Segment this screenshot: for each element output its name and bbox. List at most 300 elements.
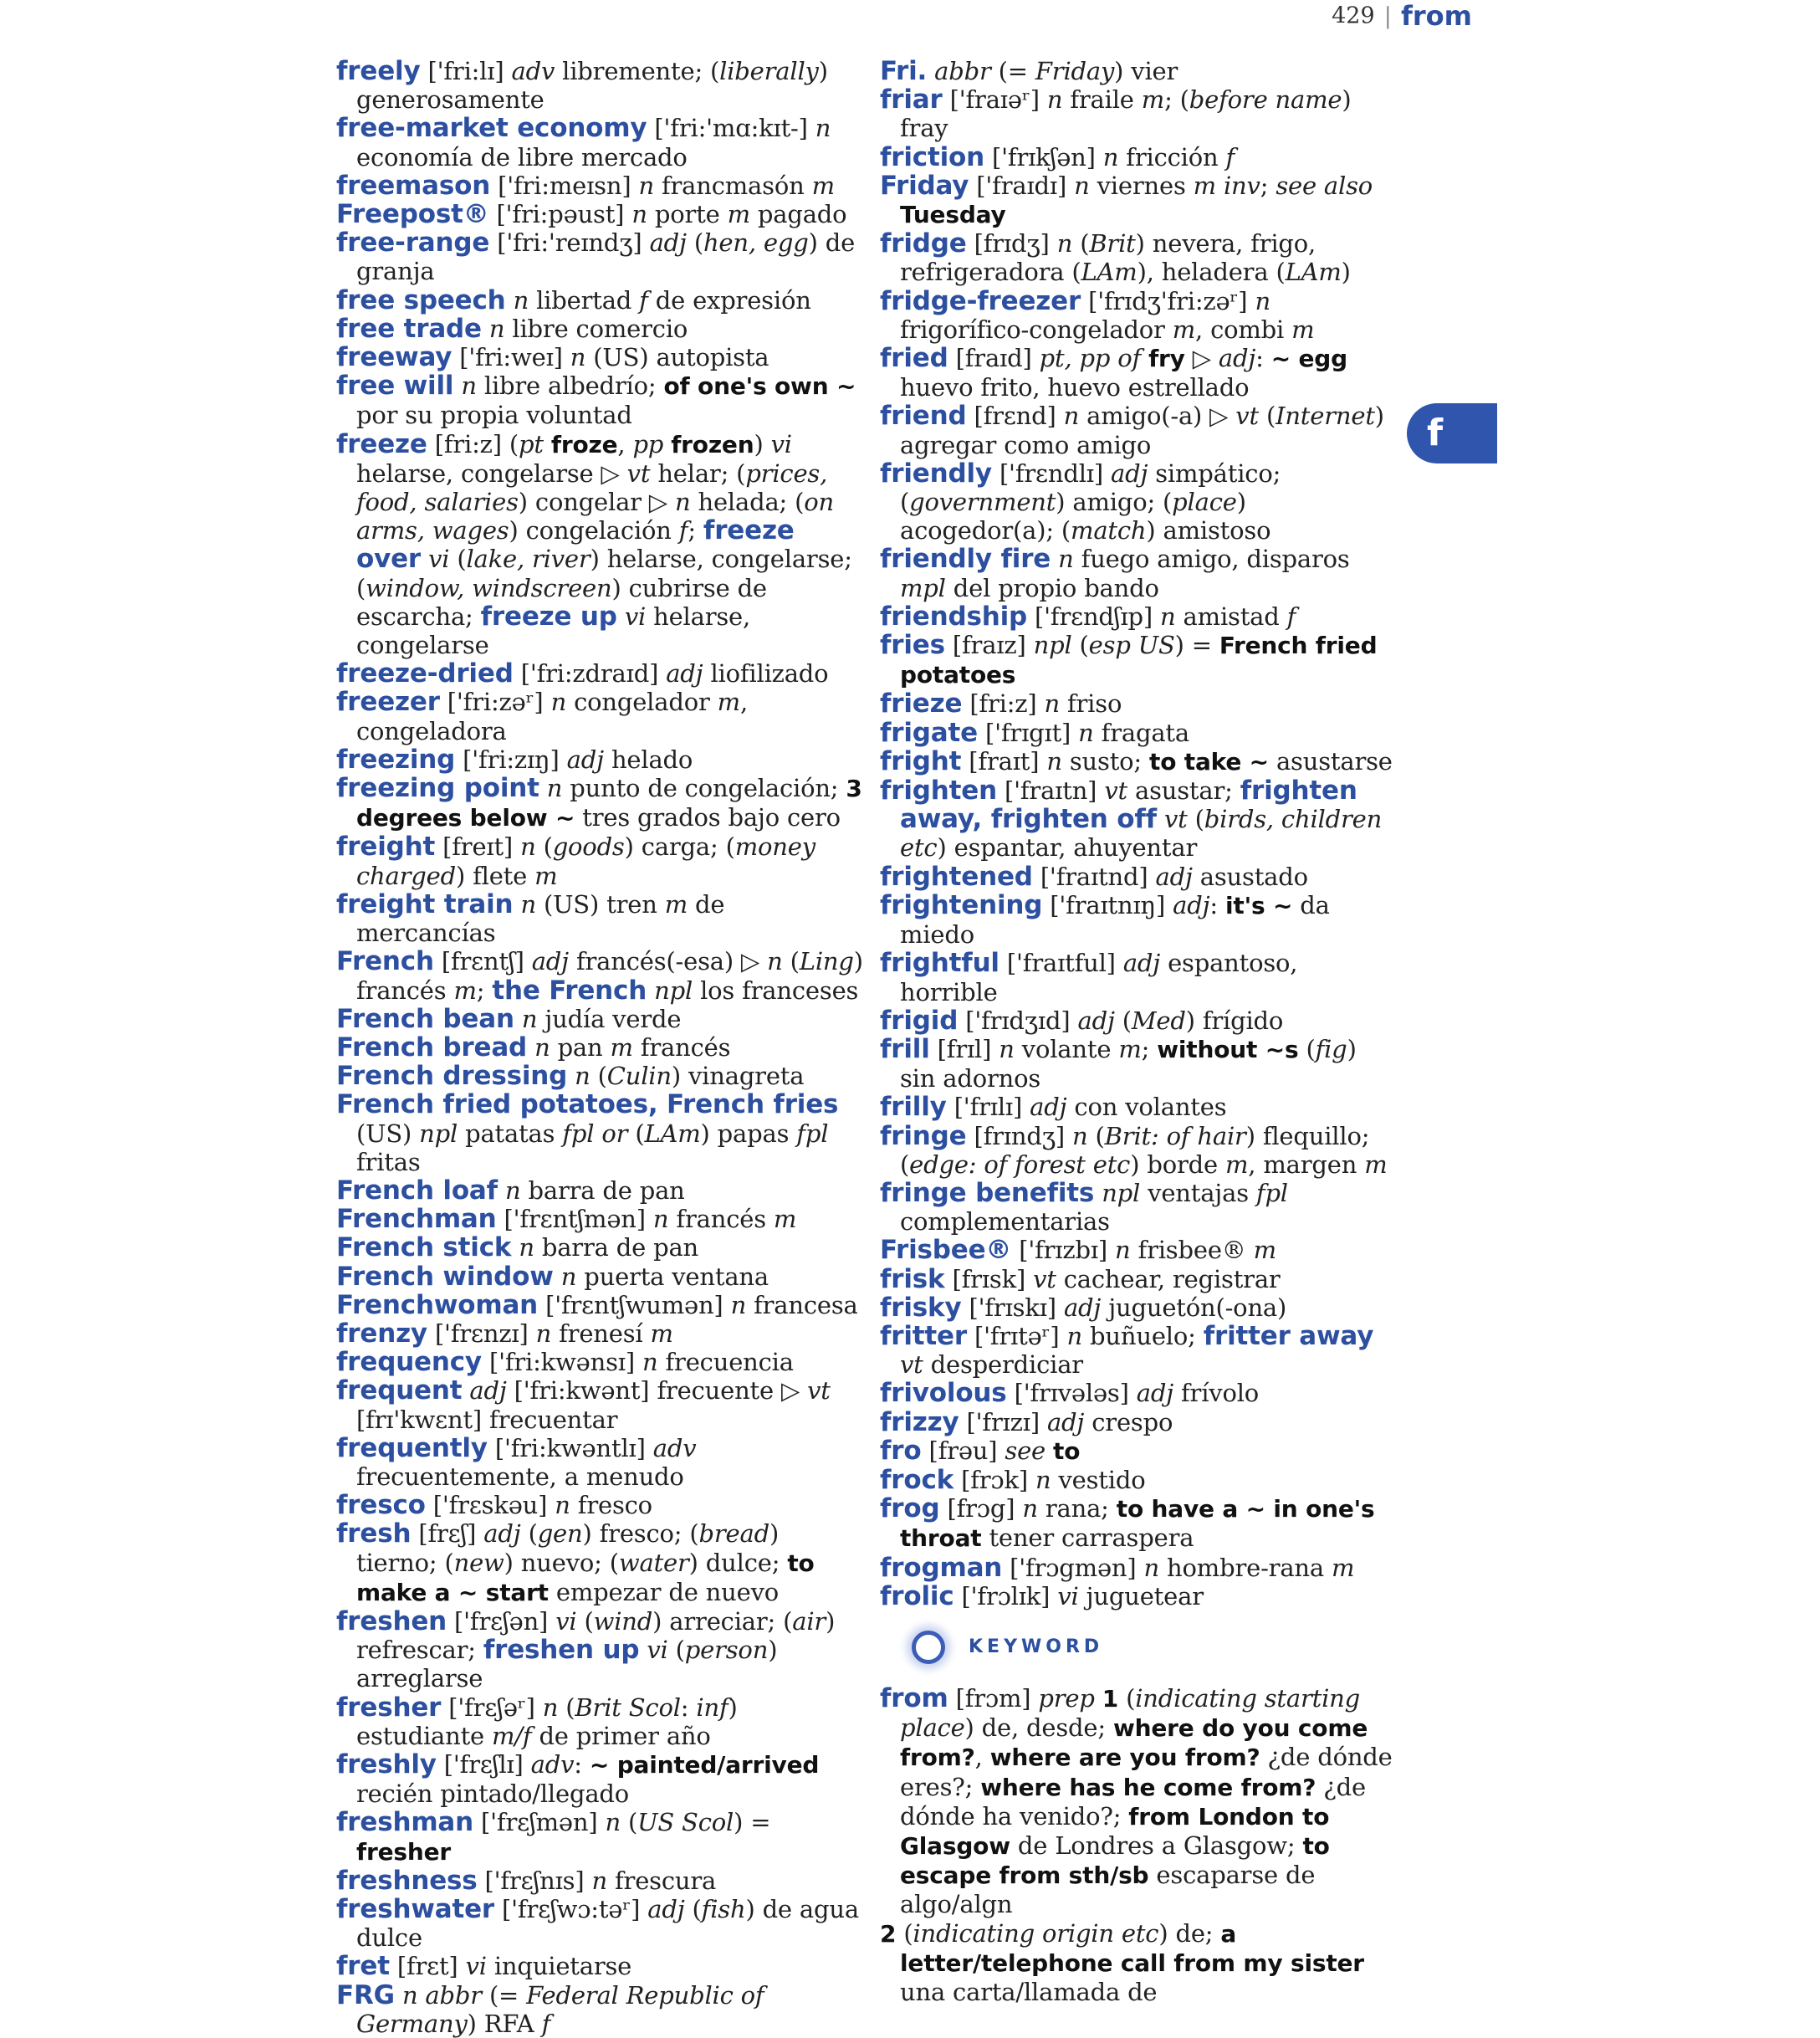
translation-text: porte (647, 200, 728, 229)
translation-text: los franceses (693, 975, 859, 1005)
bold-phrase: froze (550, 430, 618, 458)
grammar-label: see (1005, 1436, 1045, 1465)
translation-text (527, 1033, 534, 1062)
dictionary-entry (336, 1693, 865, 1750)
grammar-label: vt (1163, 805, 1188, 834)
dictionary-entry (336, 1233, 865, 1262)
translation-text: ¿de dónde eres?; (900, 1743, 1393, 1801)
headword: frequently (336, 1432, 488, 1463)
translation-text: barra de pan (520, 1175, 685, 1205)
headword: fritter (880, 1320, 967, 1351)
dictionary-entry (336, 659, 865, 688)
headword: French window (336, 1261, 554, 1292)
grammar-label: m (1253, 1236, 1276, 1265)
headword: freeze up (480, 601, 617, 632)
translation-text: ( (620, 1808, 638, 1837)
translation-text: de primer año (531, 1721, 711, 1750)
grammar-label: n (546, 774, 563, 803)
translation-text: del propio bando (945, 573, 1159, 602)
dictionary-entry (336, 1981, 865, 2038)
grammar-label: m (773, 1205, 797, 1234)
translation-text: cachear, registrar (1056, 1264, 1281, 1293)
bold-phrase: where do you come from? (900, 1714, 1368, 1772)
dictionary-entry (880, 863, 1398, 891)
grammar-label: Federal Republic of Germany (356, 1980, 764, 2038)
grammar-label: n (1058, 545, 1074, 574)
translation-text: con volantes (1066, 1093, 1227, 1122)
pronunciation: [frɔk] (953, 1465, 1035, 1494)
headword: friendship (880, 601, 1028, 632)
headword: fright (880, 745, 962, 776)
translation-text: ) arreciar; ( (652, 1606, 793, 1636)
translation-text: ) RFA (467, 2009, 542, 2038)
dictionary-entry (880, 545, 1398, 602)
translation-text (1141, 344, 1148, 372)
pronunciation: [frəu] (921, 1436, 1005, 1465)
bold-phrase: a letter/telephone call from my sister (900, 1919, 1364, 1977)
translation-text: ; (688, 516, 703, 545)
translation-text: (US) (356, 1119, 420, 1148)
translation-text: amistad (1175, 602, 1287, 631)
translation-text: ) frígido (1185, 1006, 1284, 1035)
translation-text: ; (1260, 171, 1276, 200)
translation-text: ) = (1174, 631, 1219, 660)
translation-text: ( (1072, 229, 1090, 259)
pronunciation: ['fri:weɪ] (452, 343, 570, 372)
dictionary-entry (336, 1750, 865, 1808)
dictionary-entry (880, 287, 1398, 344)
grammar-label: f (1225, 142, 1235, 172)
grammar-label: adj (566, 745, 604, 774)
grammar-label: gen (537, 1519, 583, 1549)
grammar-label: before name (1189, 85, 1342, 115)
translation-text (395, 1981, 402, 2010)
grammar-label: adj (666, 659, 703, 689)
grammar-label: n (520, 832, 536, 862)
pronunciation: ['frɛntʃmən] (496, 1205, 653, 1234)
headword: French bean (336, 1003, 514, 1034)
grammar-label: n (605, 1808, 621, 1837)
headword: freshen up (483, 1635, 640, 1666)
dictionary-entry (336, 57, 865, 114)
dictionary-entry (880, 459, 1398, 545)
headword: frightened (880, 861, 1033, 892)
pronunciation: ['frɛʃən] (447, 1606, 556, 1636)
headword: fried (880, 343, 948, 374)
headword: freeze over (356, 515, 795, 575)
translation-text: asustar; (1127, 776, 1240, 806)
translation-text: economía de libre mercado (356, 142, 688, 172)
headword: free-market economy (336, 113, 647, 144)
translation-text: , margen (1248, 1150, 1365, 1179)
bold-phrase: without ~s (1157, 1035, 1299, 1063)
grammar-label: indicating starting place (900, 1683, 1360, 1743)
headword: frilly (880, 1092, 947, 1123)
bold-phrase: fresher (356, 1837, 451, 1866)
headword: fridge-freezer (880, 285, 1081, 316)
grammar-label: air (792, 1606, 826, 1636)
grammar-label: n (815, 114, 831, 143)
translation-text: ( (686, 228, 703, 258)
translation-text: ) borde (1130, 1150, 1225, 1179)
thumb-tab-letter: f (1427, 412, 1444, 454)
translation-text: frecuentar (489, 1405, 618, 1434)
grammar-label: n (1044, 689, 1060, 719)
pronunciation: ['frɪvələs] (1006, 1379, 1137, 1408)
pronunciation: ['frɛʃəʳ] (441, 1692, 543, 1722)
translation-text: ) flete (455, 861, 535, 890)
grammar-label: n (1035, 1465, 1051, 1494)
grammar-label: n (1066, 1321, 1083, 1350)
grammar-label: vi (1057, 1581, 1079, 1610)
pronunciation: [frɛnd] (966, 402, 1064, 431)
grammar-label: n (504, 1175, 521, 1205)
pronunciation: ['fri:kwənt] (506, 1376, 657, 1406)
dictionary-entry (336, 315, 865, 343)
pronunciation: ['frɪtəʳ] (966, 1321, 1067, 1350)
keyword-box (880, 1619, 1398, 1676)
grammar-label: lake, river (466, 545, 590, 574)
grammar-label: abbr (934, 57, 991, 85)
translation-text: , (617, 429, 633, 458)
pronunciation: [freɪt] (435, 832, 521, 862)
translation-text: ) cubrirse de escarcha; (356, 573, 767, 631)
translation-text: ) vier (1114, 57, 1178, 85)
pronunciation: [frɪ'kwɛnt] (356, 1405, 490, 1434)
dictionary-entry (880, 1494, 1398, 1553)
grammar-label: adj (1155, 862, 1193, 891)
grammar-label: m (664, 889, 688, 919)
dictionary-entry (336, 688, 865, 745)
headword: freight train (336, 888, 514, 919)
translation-text: : (574, 1749, 590, 1779)
dictionary-entry (880, 229, 1398, 286)
bold-phrase: 1 (1102, 1684, 1119, 1713)
dictionary-entry (336, 1434, 865, 1491)
grammar-label: fpl (796, 1119, 829, 1148)
dictionary-entry (336, 1319, 865, 1348)
grammar-label: m (534, 861, 558, 890)
translation-text: ) (754, 429, 771, 458)
dictionary-entry (336, 1866, 865, 1895)
dictionary-entry (880, 344, 1398, 402)
bold-phrase: to make a ~ start (356, 1549, 815, 1606)
grammar-label: birds, children etc (900, 805, 1383, 863)
bold-phrase: 3 degrees below ~ (356, 775, 862, 832)
translation-text (514, 1005, 522, 1033)
translation-text (639, 1636, 647, 1664)
dictionary-entry (336, 890, 865, 947)
translation-text: , congeladora (356, 688, 748, 745)
grammar-label: n (638, 171, 654, 200)
grammar-label: n (555, 1491, 570, 1520)
headword: frighten away, frighten off (900, 776, 1357, 835)
translation-text: ( (520, 1519, 538, 1549)
grammar-label: m (811, 171, 835, 200)
headword: freezing point (336, 773, 539, 804)
headword: fret (336, 1951, 390, 1982)
translation-text (539, 774, 547, 802)
headword: French stick (336, 1232, 512, 1263)
grammar-label: LAm (1081, 258, 1138, 287)
translation-text: recién pintado/llegado (356, 1779, 630, 1809)
translation-text: francés (668, 1205, 774, 1234)
translation-text: juguetear (1078, 1581, 1204, 1610)
translation-text: juguetón(-ona) (1101, 1293, 1287, 1322)
translation-text (647, 976, 654, 1005)
dictionary-entry (336, 947, 865, 1004)
dictionary-entry (880, 1466, 1398, 1494)
translation-text: fragata (1093, 718, 1189, 747)
grammar-label: Internet (1276, 402, 1375, 431)
headword: Fri. (880, 56, 928, 86)
dictionary-entry (336, 200, 865, 228)
translation-text: (US) autopista (585, 343, 769, 372)
headword: the French (492, 975, 647, 1006)
grammar-label: m (1291, 315, 1315, 344)
dictionary-entry (336, 430, 865, 660)
grammar-label: f (639, 285, 648, 315)
dictionary-entry (336, 1033, 865, 1062)
pronunciation: ['fraɪdɪ] (969, 171, 1075, 200)
translation-text: empezar de nuevo (548, 1577, 780, 1606)
translation-text: por su propia voluntad (356, 401, 632, 430)
translation-text: congelador (566, 688, 718, 717)
grammar-label: vi (555, 1606, 577, 1636)
translation-text: helado (603, 745, 693, 774)
translation-text: frecuencia (657, 1348, 794, 1377)
translation-text: tres grados bajo cero (575, 803, 841, 832)
grammar-label: inf (696, 1692, 729, 1722)
pronunciation: ['fraɪəʳ] (942, 85, 1047, 115)
pronunciation: ['frɔlɪk] (953, 1581, 1058, 1610)
headword: fritter away (1203, 1320, 1374, 1351)
dictionary-entry (336, 1607, 865, 1693)
pronunciation: [fri:z] (962, 689, 1045, 719)
translation-text: ) tierno; ( (356, 1519, 780, 1577)
translation-text: de mercancías (356, 889, 725, 948)
grammar-label: adj (483, 1519, 521, 1549)
headword: French loaf (336, 1175, 498, 1206)
pronunciation: [fraɪd] (948, 344, 1040, 373)
grammar-label: prep (1038, 1683, 1095, 1713)
translation-text: ) congelación (509, 516, 679, 545)
translation-text (498, 1176, 505, 1205)
dictionary-entry (880, 602, 1398, 631)
grammar-label: n (550, 688, 567, 717)
bold-phrase: from London to Glasgow (900, 1802, 1330, 1860)
grammar-label: n (1056, 229, 1073, 259)
grammar-label: adj (1046, 1407, 1085, 1436)
translation-text: ) amistoso (1146, 516, 1271, 545)
headword: freshen (336, 1605, 447, 1636)
translation-text: ) vinagreta (671, 1062, 805, 1091)
bold-phrase: French fried potatoes (900, 632, 1378, 689)
grammar-label: n (1255, 286, 1270, 315)
pronunciation: ['fri:zəʳ] (439, 688, 551, 717)
translation-text: espantoso, horrible (900, 949, 1298, 1006)
headword: freely (336, 56, 421, 86)
pronunciation: [fraɪz] (944, 631, 1034, 660)
pronunciation: ['fri:lɪ] (420, 57, 512, 85)
grammar-label: n (534, 1032, 550, 1062)
translation-text: ) espantar, ahuyentar (937, 833, 1198, 863)
translation-text (594, 1119, 601, 1148)
grammar-label: m/f (492, 1721, 532, 1750)
pronunciation: [fraɪt] (961, 746, 1047, 776)
dictionary-entry (336, 1205, 865, 1233)
pronunciation: [frɛntʃ] (433, 947, 532, 976)
headword: frivolous (880, 1378, 1007, 1409)
grammar-label: vi (770, 429, 792, 458)
translation-text: viernes (1089, 171, 1194, 200)
headword: frigid (880, 1005, 959, 1036)
translation-text: (= (990, 57, 1035, 85)
translation-text: : (1209, 890, 1225, 919)
headword: fresh (336, 1518, 412, 1549)
grammar-label: n (652, 1205, 669, 1234)
grammar-label: n (1022, 1494, 1038, 1523)
headword: FRG (336, 1979, 395, 2010)
translation-text: libre comercio (504, 314, 688, 343)
translation-text: asustado (1192, 862, 1308, 891)
translation-text: fraile (1062, 85, 1142, 115)
dictionary-entry (336, 1291, 865, 1319)
pronunciation: ['fri:zɪŋ] (455, 745, 567, 774)
grammar-label: adj (1122, 949, 1161, 978)
dictionary-entry (336, 1090, 865, 1176)
keyword-circle-icon (912, 1631, 945, 1664)
translation-text: ) helarse, congelarse; ( (356, 545, 852, 602)
dictionary-entry (336, 228, 865, 285)
page-header (1171, 0, 1472, 32)
grammar-label: pt (519, 429, 544, 458)
grammar-label: npl (1033, 631, 1072, 660)
grammar-label: hen, egg (703, 228, 809, 258)
pronunciation: ['frɛskəu] (425, 1491, 555, 1520)
page-number: 429 (1332, 3, 1375, 29)
pronunciation: ['fri:kwəntlɪ] (487, 1433, 653, 1462)
headword: fringe benefits (880, 1177, 1095, 1208)
headword: frock (880, 1464, 954, 1495)
translation-text: ) agregar como amigo (900, 402, 1384, 459)
translation-text: ( (535, 832, 553, 862)
dictionary-entry (336, 1808, 865, 1866)
translation-text: asustarse (1268, 746, 1393, 776)
translation-text: libre albedrío; (476, 371, 664, 401)
translation-text: ( (684, 1895, 702, 1923)
grammar-label: adj (1173, 890, 1210, 919)
bold-phrase: Tuesday (900, 201, 1006, 229)
dictionary-entry (880, 1293, 1398, 1322)
grammar-label: m (717, 688, 740, 717)
grammar-label: on arms, wages (356, 488, 834, 545)
translation-text: ) arreglarse (356, 1636, 778, 1693)
dictionary-entry (880, 1122, 1398, 1179)
headword: frighten (880, 776, 997, 806)
grammar-label: n (535, 1319, 552, 1348)
dictionary-entry (880, 747, 1398, 776)
dictionary-entry (880, 172, 1398, 229)
grammar-label: adj (1136, 1379, 1173, 1408)
translation-text: puerta ventana (576, 1262, 769, 1291)
translation-text (506, 286, 514, 315)
pronunciation: ['frɛʃmən] (473, 1808, 606, 1837)
grammar-label: vi (624, 602, 647, 631)
headword: freezer (336, 687, 440, 718)
translation-text: desperdiciar (923, 1350, 1083, 1380)
grammar-label: esp US (1088, 631, 1175, 660)
translation-text: da miedo (900, 890, 1330, 950)
grammar-label: vt (1104, 776, 1127, 806)
dictionary-entry (880, 1379, 1398, 1407)
grammar-label: n (1078, 718, 1094, 747)
grammar-label: n (1143, 1553, 1160, 1582)
grammar-label: n (1063, 402, 1080, 431)
headword: French (336, 946, 434, 977)
translation-text: una carta/llamada de (900, 1978, 1158, 2006)
translation-text: ( (576, 1606, 594, 1636)
translation-text: ) = (734, 1808, 771, 1837)
grammar-label: n (521, 1004, 538, 1033)
headword: French fried potatoes, French fries (336, 1089, 839, 1120)
pronunciation: ['fraɪtnɪŋ] (1042, 890, 1173, 919)
translation-text: (US) tren (535, 889, 665, 919)
translation-text: susto; (1061, 746, 1150, 776)
grammar-label: n (461, 371, 477, 401)
translation-text: complementarias (900, 1207, 1110, 1237)
grammar-label: f (1286, 602, 1296, 631)
pronunciation: ['frɛnzɪ] (427, 1319, 536, 1348)
grammar-label: LAm (644, 1119, 701, 1148)
headword: French bread (336, 1032, 528, 1063)
grammar-label: US Scol (637, 1808, 734, 1837)
dictionary-entry (336, 1895, 865, 1952)
headword: freshly (336, 1749, 437, 1779)
headword: frill (880, 1033, 930, 1064)
translation-text: ) fray (900, 85, 1352, 143)
pronunciation: [frɪndʒ] (966, 1121, 1073, 1150)
bold-phrase: to escape from sth/sb (900, 1831, 1330, 1890)
translation-text: ), heladera ( (1137, 258, 1286, 287)
pronunciation: ['fraɪtnd] (1032, 862, 1156, 891)
grammar-label: window, windscreen (366, 573, 612, 602)
translation-text (927, 57, 934, 85)
translation-text: ) de agua dulce (356, 1895, 859, 1953)
translation-text: ( (1258, 402, 1276, 431)
translation-text: liofilizado (703, 659, 829, 689)
translation-text: ( (896, 1918, 913, 1948)
grammar-label: n (1074, 171, 1090, 200)
bold-phrase: 2 (880, 1919, 897, 1948)
dictionary-entry (336, 343, 865, 371)
translation-text: libertad (529, 285, 640, 315)
grammar-label: m (1224, 1150, 1249, 1179)
translation-text: ( (1187, 805, 1204, 834)
headword: Friday (880, 170, 969, 201)
translation-text: ) acogedor(a); ( (900, 488, 1246, 545)
translation-text (554, 1262, 561, 1291)
pronunciation: ['fri:'mɑ:kɪt-] (647, 114, 815, 143)
translation-text: ( (1118, 1683, 1136, 1713)
translation-text: frecuente ▷ (657, 1376, 808, 1406)
translation-text: ) amigo; ( (1056, 488, 1173, 517)
dictionary-entry (336, 1519, 865, 1607)
grammar-label: m (1332, 1553, 1355, 1582)
translation-text: francés (632, 1032, 731, 1062)
headword: frizzy (880, 1406, 959, 1437)
grammar-label: n (767, 947, 783, 976)
